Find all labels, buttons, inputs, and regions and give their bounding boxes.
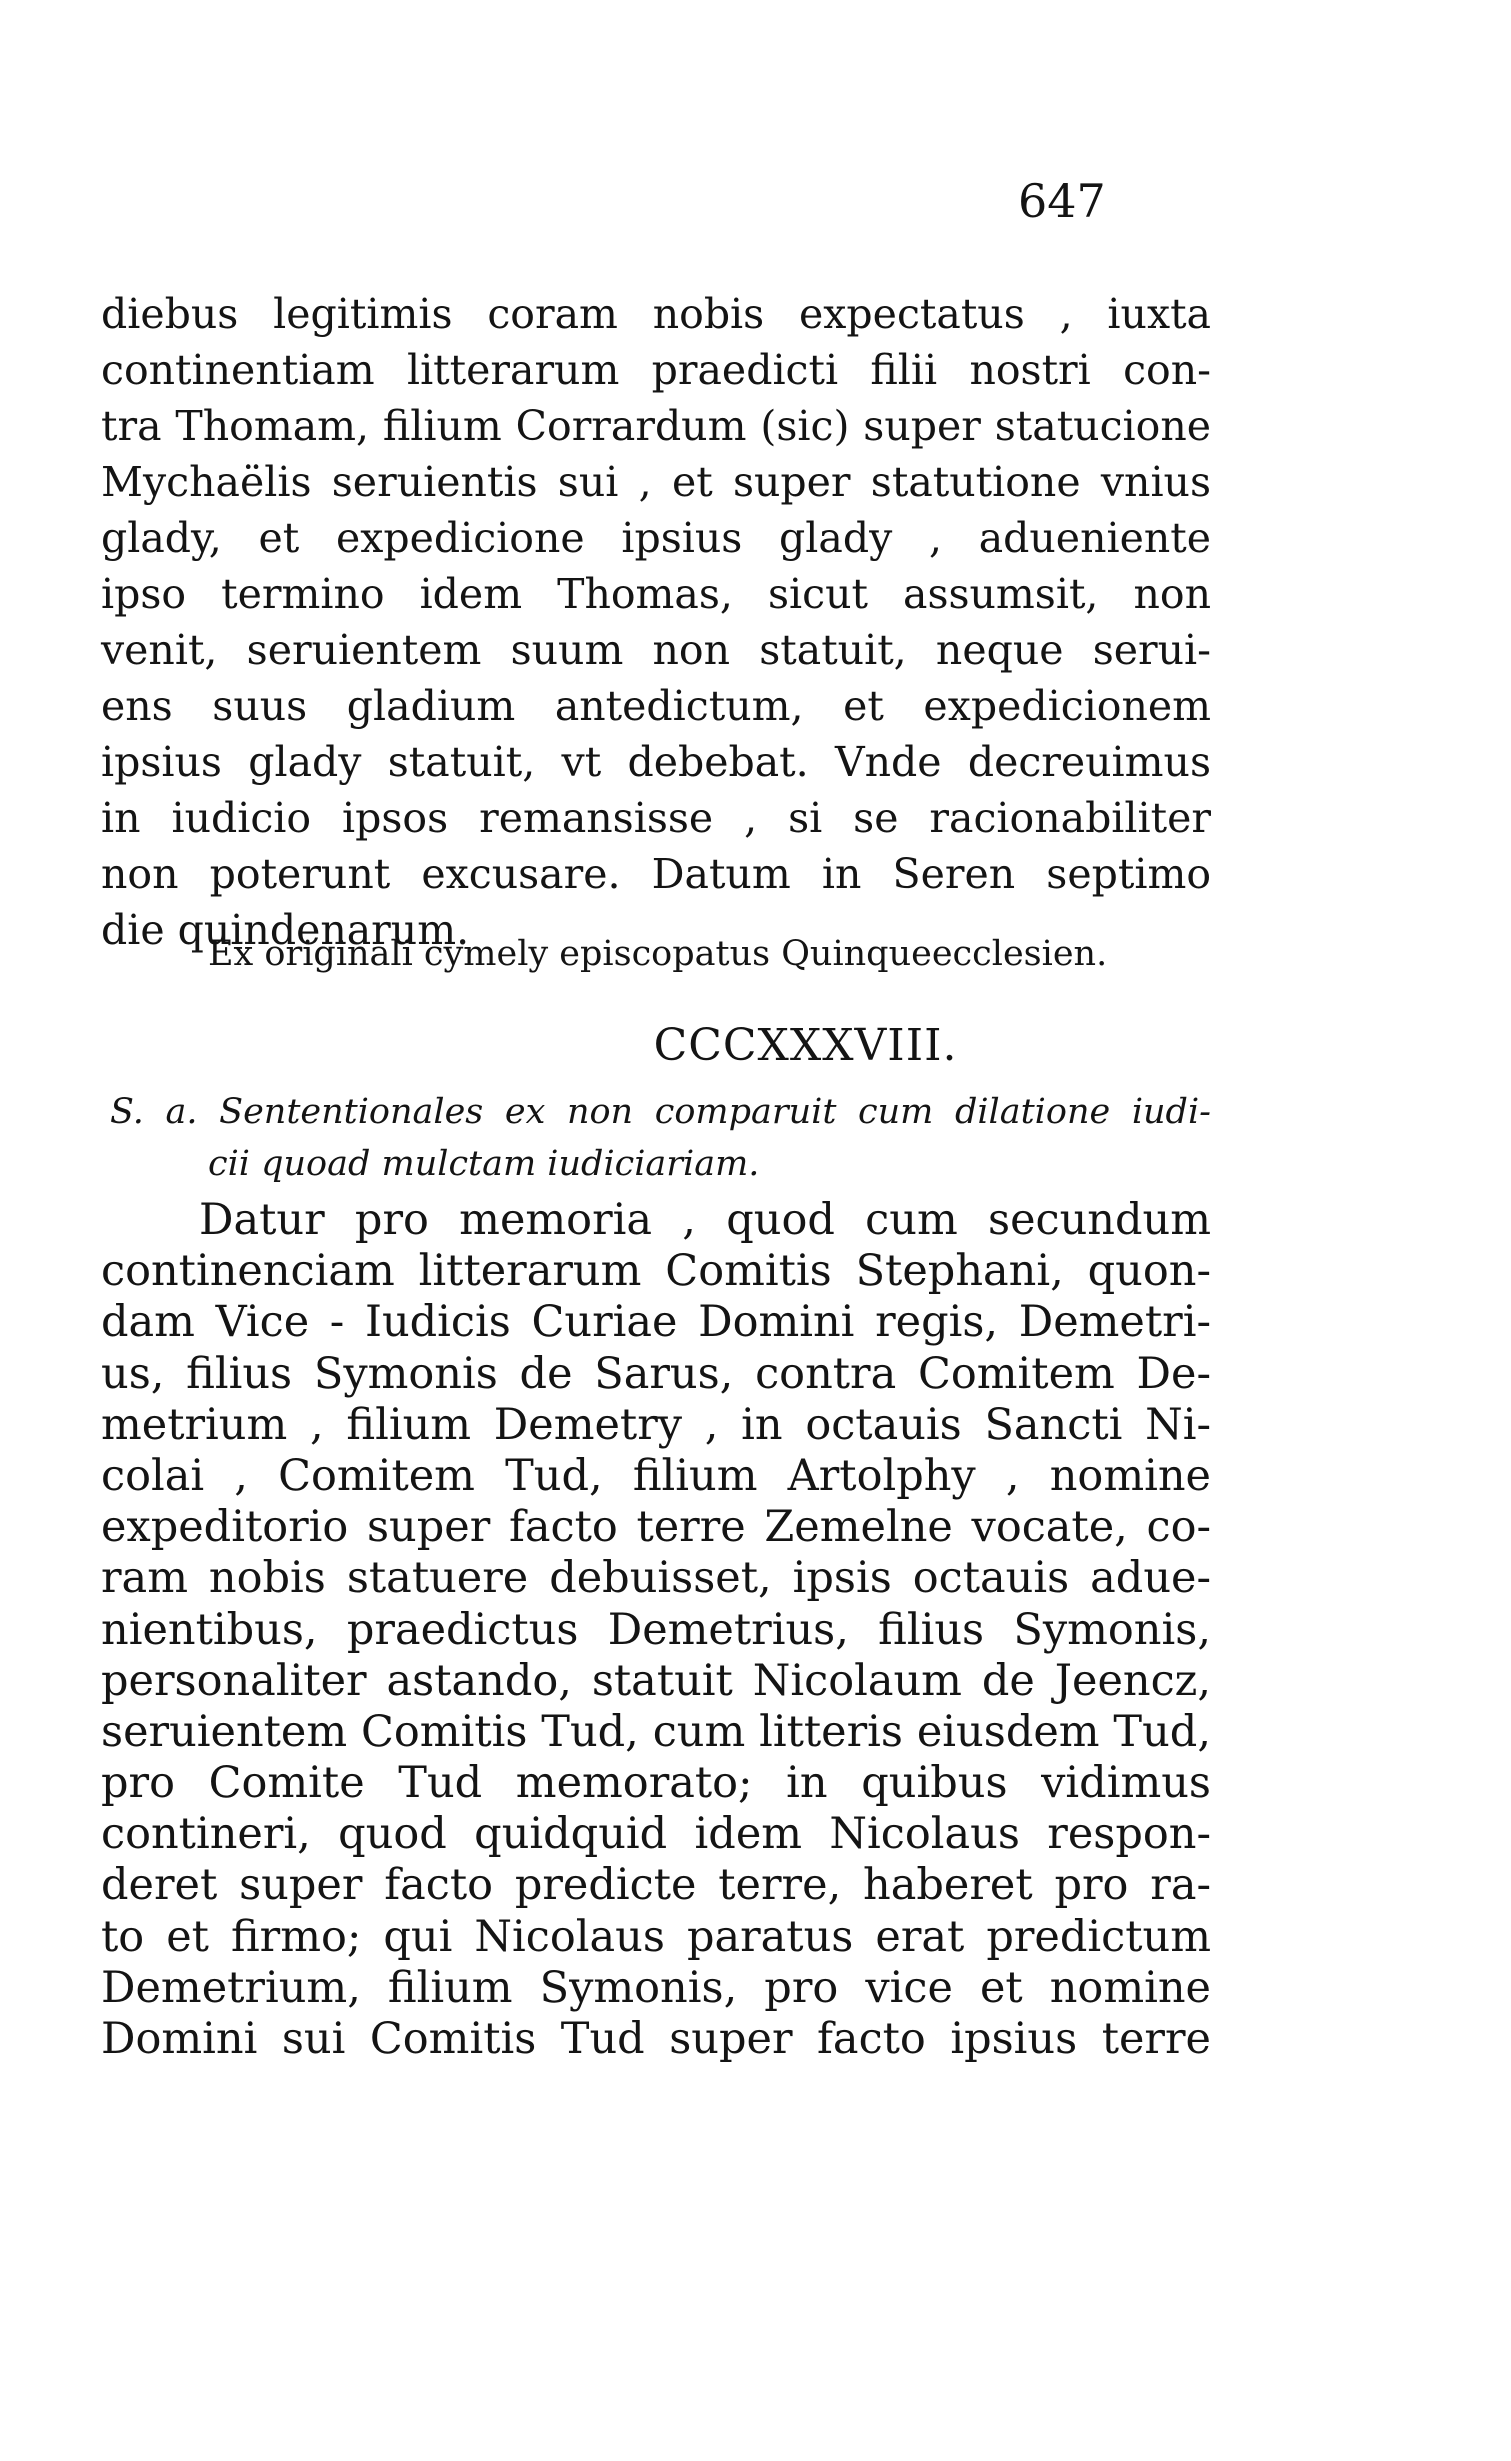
text-line: us, filius Symonis de Sarus, contra Comitem De- <box>101 1348 1211 1399</box>
text-line: Domini sui Comitis Tud super facto ipsius terre <box>101 2014 1211 2064</box>
text-line: seruientem Comitis Tud, cum litteris eiusdem Tud, <box>101 1706 1211 1757</box>
text-line: ens suus gladium antedictum, et expedicionem <box>101 682 1211 730</box>
text-line: continentiam litterarum praedicti filii nostri con- <box>101 346 1211 394</box>
document-number-heading: CCCXXXVIII. <box>653 1020 958 1071</box>
summary-line: S. a. Sententionales ex non comparuit cum dilatione iudi- <box>110 1092 1211 1132</box>
text-line: in iudicio ipsos remansisse , si se racionabiliter <box>101 794 1211 842</box>
text-line: to et firmo; qui Nicolaus paratus erat predictum <box>101 1911 1211 1962</box>
text-line: ipso termino idem Thomas, sicut assumsit, non <box>101 570 1211 618</box>
document-summary <box>110 1086 1211 1190</box>
text-line: ipsius glady statuit, vt debebat. Vnde decreuimus <box>101 738 1211 786</box>
text-line: tra Thomam, filium Corrardum (sic) super statucione <box>101 402 1211 450</box>
text-line: ram nobis statuere debuisset, ipsis octauis adue- <box>101 1553 1211 1604</box>
text-line: colai , Comitem Tud, filium Artolphy , nomine <box>101 1450 1211 1501</box>
page-number: 647 <box>1018 174 1106 228</box>
text-line: expeditorio super facto terre Zemelne vocate, co- <box>101 1502 1211 1553</box>
text-line: die quindenarum. <box>101 906 470 954</box>
text-line: venit, seruientem suum non statuit, neque serui- <box>101 626 1211 674</box>
text-line: dam Vice - Iudicis Curiae Domini regis, Demetri- <box>101 1297 1211 1348</box>
summary-line: cii quoad mulctam iudiciariam. <box>208 1144 760 1184</box>
text-line: deret super facto predicte terre, haberet pro ra- <box>101 1860 1211 1911</box>
text-line: Datur pro memoria , quod cum secundum <box>199 1195 1211 1245</box>
text-line: pro Comite Tud memorato; in quibus vidimus <box>101 1758 1211 1809</box>
text-line: diebus legitimis coram nobis expectatus , iuxta <box>101 290 1211 338</box>
text-line: nientibus, praedictus Demetrius, filius Symonis, <box>101 1604 1211 1655</box>
text-line: metrium , filium Demetry , in octauis Sancti Ni- <box>101 1399 1211 1450</box>
body-text <box>101 1195 1211 2065</box>
continuation-text <box>101 286 1211 958</box>
text-line: Mychaëlis seruientis sui , et super statutione vnius <box>101 458 1211 506</box>
text-line: glady, et expedicione ipsius glady , adueniente <box>101 514 1211 562</box>
text-line: Demetrium, filium Symonis, pro vice et nomine <box>101 1962 1211 2013</box>
text-line: continenciam litterarum Comitis Stephani, quon- <box>101 1246 1211 1297</box>
text-line: personaliter astando, statuit Nicolaum de Jeencz, <box>101 1655 1211 1706</box>
text-line: contineri, quod quidquid idem Nicolaus respon- <box>101 1809 1211 1860</box>
text-line: non poterunt excusare. Datum in Seren septimo <box>101 850 1211 898</box>
source-note: Ex originali cymely episcopatus Quinqueecclesien. <box>208 934 1108 974</box>
